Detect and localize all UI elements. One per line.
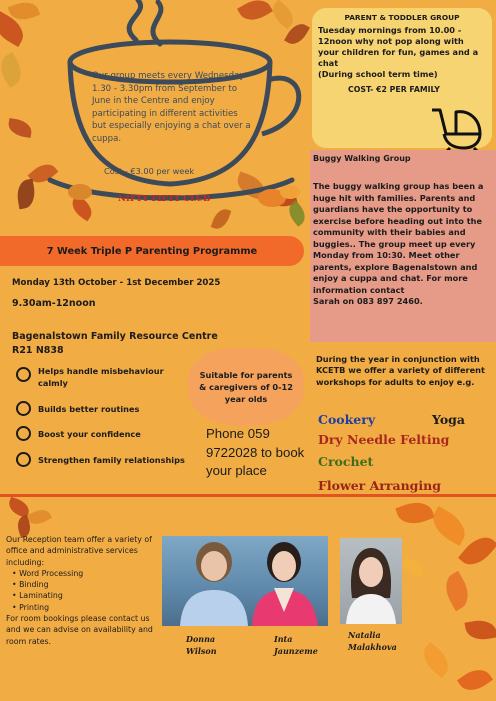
staff-name-inta: Inta Jaunzeme bbox=[274, 634, 318, 656]
circle-bullet-icon bbox=[16, 401, 31, 416]
venue-name: Bagenalstown Family Resource Centre bbox=[12, 331, 218, 342]
circle-bullet-icon bbox=[16, 452, 31, 467]
booking-phone-text: Phone 059 9722028 to book your place bbox=[206, 426, 305, 479]
triple-p-dates: Monday 13th October - 1st December 2025 bbox=[12, 278, 221, 288]
benefit-text: Boost your confidence bbox=[38, 429, 141, 439]
workshop-flower-arranging: Flower Arranging bbox=[318, 478, 441, 493]
natalia-portrait bbox=[340, 538, 402, 624]
staff-photo-natalia bbox=[340, 538, 402, 624]
reception-outro: For room bookings please contact us and we can advise on availability and room rates. bbox=[6, 614, 153, 646]
nifty-fifty-title: NIFTY FIFTY CLUB bbox=[118, 194, 211, 204]
buggy-walking-text: The buggy walking group has been a huge hit with families. Parents and guardians have the opportunity to exercise before heading out into the community with their babies and buggies.. The group meet up every Monday from 10:30. Meet other parents, explore Bagenalstown and enjoy a cuppa and chat. For more information contact bbox=[313, 181, 484, 295]
benefit-item bbox=[16, 451, 206, 467]
triple-p-banner: 7 Week Triple P Parenting Programme bbox=[0, 236, 304, 266]
buggy-walking-contact: Sarah on 083 897 2460. bbox=[313, 296, 423, 306]
nifty-fifty-description: Our group meets every Wednesday 1.30 - 3.30pm from September to June in the Centre and enjoy participating in different activities but especially enjoying a chat over a cuppa. bbox=[92, 71, 251, 144]
buggy-walking-panel bbox=[310, 150, 496, 342]
buggy-walking-title: Buggy Walking Group bbox=[313, 154, 411, 163]
parent-toddler-note: (During school term time) bbox=[318, 69, 438, 79]
benefit-item bbox=[16, 425, 184, 441]
workshop-cookery: Cookery bbox=[318, 412, 376, 427]
service-item: • Binding bbox=[12, 579, 166, 590]
service-item: • Laminating bbox=[12, 590, 166, 601]
reception-intro: Our Reception team offer a variety of office and administrative services including: bbox=[6, 535, 152, 567]
triple-p-times: 9.30am-12noon bbox=[12, 298, 96, 309]
venue-eircode: R21 N838 bbox=[12, 345, 64, 356]
kcetb-workshops-intro: During the year in conjunction with KCETB we offer a variety of different workshops for adults to enjoy e.g. bbox=[316, 354, 485, 387]
parent-toddler-heading: PARENT & TODDLER GROUP bbox=[344, 13, 460, 22]
workshop-crochet: Crochet bbox=[318, 454, 374, 469]
section-divider bbox=[0, 494, 496, 497]
nifty-fifty-cost: Cost - €3.00 per week bbox=[104, 166, 195, 176]
workshop-yoga: Yoga bbox=[432, 412, 466, 427]
service-item: • Word Processing bbox=[12, 568, 166, 579]
staff-name-donna: Donna Wilson bbox=[186, 634, 217, 656]
benefit-item bbox=[16, 400, 184, 416]
reception-services bbox=[6, 534, 166, 647]
triple-p-venue bbox=[12, 330, 218, 358]
circle-bullet-icon bbox=[16, 426, 31, 441]
services-list bbox=[6, 568, 166, 613]
benefit-text: Helps handle misbehaviour calmly bbox=[38, 366, 164, 388]
circle-bullet-icon bbox=[16, 367, 31, 382]
staff-name-natalia: Natalia Malakhova bbox=[348, 630, 397, 652]
service-item: • Printing bbox=[12, 602, 166, 613]
parent-toddler-text: Tuesday mornings from 10.00 - 12noon why not pop along with your children for fun, games and a chat bbox=[318, 25, 479, 68]
benefit-text: Builds better routines bbox=[38, 404, 140, 414]
workshop-dry-needle-felting: Dry Needle Felting bbox=[318, 432, 450, 447]
benefit-text: Strengthen family relationships bbox=[38, 455, 185, 465]
suitable-for-age-badge: Suitable for parents & caregivers of 0-12 year olds bbox=[188, 348, 304, 426]
staff-photo-illustration bbox=[162, 536, 328, 626]
benefit-item bbox=[16, 366, 184, 389]
parent-toddler-cost: COST- €2 PER FAMILY bbox=[348, 85, 440, 94]
staff-group-photo bbox=[162, 536, 328, 626]
